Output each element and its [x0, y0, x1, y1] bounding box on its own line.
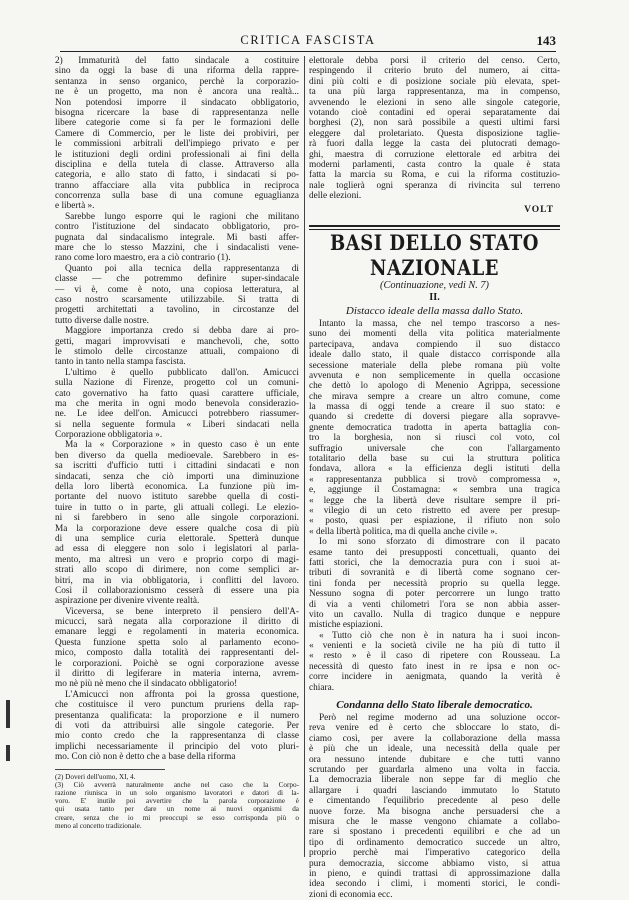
text-line: rano come loro maestro, era a ciò contrario (1). — [55, 253, 231, 264]
section-text — [309, 319, 560, 693]
text-line: classe — che potremmo definire super-sindacale — [55, 274, 299, 285]
text-line: ma che merita in ogni modo benevola considerazio- — [55, 398, 299, 409]
text-line: borghesi (2), non sarà possibile a questi ultimi farsi — [309, 118, 560, 129]
text-line: « Tutto ciò che non è in natura ha i suoi incon- — [319, 630, 560, 641]
text-line: concorrenza sulla base di una comune eguaglianza — [55, 191, 299, 202]
text-line: caso nostro scarsamente utilizzabile. Si tratta di — [55, 294, 299, 305]
text-line: L'Amicucci non affronta poi la grossa questione, — [65, 689, 299, 700]
text-line: sino da oggi la base di una riforma della rappre- — [55, 66, 299, 77]
text-line: micucci, sarà negata alla corporazione il diritto di — [55, 617, 299, 628]
text-line: che costituisce il vero punctum pruriens della rap- — [55, 700, 299, 711]
text-line: Corporazione obbligatoria ». — [55, 430, 163, 441]
text-line: votando cioè contadini ed operai separatamente dai — [309, 107, 560, 118]
article-title: BASI DELLO STATO NAZIONALE — [330, 231, 539, 281]
running-header — [60, 33, 556, 49]
text-line: suno dei momenti della vita politica materialmente — [309, 329, 560, 340]
footnote-line: (2) Doveri dell'uomo, XI, 4. — [55, 772, 136, 781]
text-line: in pieno, e quindi trattasi di approssimazione dalla — [309, 868, 560, 879]
article-ending-text — [309, 56, 560, 201]
text-line: ta una più larga rappresentanza, ma in compenso, — [309, 87, 560, 98]
text-line: categoria, e allo stato di fatto, i sindacati si po- — [55, 170, 299, 181]
title-rule-thin — [309, 229, 560, 230]
text-line: elettorale debba porsi il criterio del censo. Certo, — [309, 56, 560, 66]
footnote-rule — [55, 769, 165, 770]
text-line: le commissioni arbitrali dell'impiego privato e per — [55, 139, 299, 150]
text-line: pugnata dal sindacalismo integrale. Mi basti affer- — [55, 232, 299, 243]
text-line: si nella seguente formula « Liberi sindacati nella — [55, 419, 299, 430]
text-line: bisogna ricercare la base di rappresentanza nelle — [55, 107, 299, 118]
text-line: Non potendosi imporre il sindacato obbligatorio, — [55, 97, 299, 108]
text-line: le istituzioni degli ordini professionali ai fini della — [55, 149, 299, 160]
footnote-line: razione riunisca in un solo organismo lavoratori e datori di la- — [55, 788, 299, 797]
text-line: gnente democratica tradotta in aperta battaglia con- — [309, 422, 560, 433]
text-line: rare si spostano i precedenti equilibri e che ad un — [309, 827, 560, 838]
text-line: partecipava, andava compiendo il suo distacco — [309, 339, 560, 350]
text-line: nale toglierà ogni speranza di rivincita sul terreno — [309, 180, 560, 191]
text-line: « della libertà politica, ma di quella anche civile ». — [309, 526, 498, 537]
text-line: « vilegio di un ceto ristretto ed avere per presup- — [309, 506, 560, 516]
text-line: totalitario della base su cui la struttura politica — [309, 454, 560, 465]
text-line: tuire in tutto o in parte, gli attuali collegi. Le elezio- — [55, 502, 299, 513]
text-line: « resto » è il caso di ripetere con Rousseau. La — [309, 651, 560, 662]
text-line: sentanza in senso organico, perchè la corporazio- — [55, 76, 299, 87]
margin-mark — [6, 745, 10, 761]
text-line: mare che lo stesso Mazzini, che i sindacalisti vene- — [55, 243, 299, 254]
text-line: proprio perchè mai l'imperativo categorico della — [309, 848, 560, 859]
text-line: mo. Con ciò non è detto che a base della riforma — [55, 752, 236, 763]
text-line: suffragio universale che con l'allargamento — [309, 443, 560, 454]
text-line: dini più colti e di posizione sociale più elevata, spet- — [309, 76, 560, 87]
text-line: Così il collaborazionismo cesserà di essere una pia — [55, 585, 299, 596]
text-line: getti, magari improvvisati e manchevoli, che, sotto — [55, 336, 299, 347]
text-line: reva venire ed è certo che sbloccare lo stato, di- — [309, 723, 560, 734]
text-line: tro la borghesia, non si riuscì col voto, col — [309, 433, 560, 444]
text-line: cato governativo ha fatto quasi carattere ufficiale, — [55, 388, 299, 399]
text-line: ni si farebbero in seno alle singole corporazioni. — [55, 513, 299, 524]
text-line: pura democrazia, siccome abbiamo visto, si attua — [309, 858, 560, 869]
author-signature: VOLT — [524, 205, 554, 216]
text-line: e, aggiunge il Costamagna: « sembra una tragica — [309, 485, 560, 496]
text-line: « rappresentanza pubblica si trovò compromessa », — [309, 474, 560, 485]
text-line: Camere di Commercio, per le liste dei probiviri, per — [55, 128, 299, 139]
text-line: — vi è, come è noto, una copiosa letteratura, al — [55, 284, 299, 295]
text-line: « venienti e la società civile ne ha più di tutto il — [309, 641, 560, 652]
text-line: Quanto poi alla tecnica della rappresentanza di — [65, 263, 299, 274]
text-line: tributi di sovranità e di libertà come sognano cer- — [309, 568, 560, 579]
text-line: misura che le masse vengono chiamate a collabo- — [309, 816, 560, 827]
text-line: sindacati, senza che ciò importi una diminuzione — [55, 471, 299, 482]
text-line: delle elezioni. — [309, 191, 362, 202]
text-line: Ma la corporazione deve essere qualche cosa di più — [55, 523, 299, 534]
text-line: idea secondo i climi, i momenti storici, le condi- — [309, 879, 560, 890]
text-line: tutto diverse dalle nostre. — [55, 315, 149, 326]
text-line: avvenuta e non semplicemente in quella occasione — [309, 370, 560, 381]
text-line: ad essa di eleggere non solo i legislatori al parla- — [55, 544, 299, 555]
section-number: II. — [429, 291, 440, 303]
text-line: rà fuori dalla legge la casta dei plutocrati demago- — [309, 139, 560, 150]
text-line: tini fonda per necessità proprio su quella legge. — [309, 578, 560, 589]
text-line: esame tanto dei presupposti concettuali, quanto dei — [309, 547, 560, 558]
footnote-line: qui usata tanto per dare un nome ai nuovi organismi da — [55, 805, 299, 814]
text-line: ciamo così, per avere la collaborazione della massa — [309, 733, 560, 744]
footnote-line: (3) Ciò avverrà naturalmente anche nel caso che la Corpo- — [55, 780, 299, 789]
text-line: mio conto credo che la rappresentanza di classe — [55, 731, 299, 742]
header-rule — [60, 51, 556, 52]
text-line: vito un cavallo. Nulla di tragico dunque e neppure — [309, 609, 560, 620]
margin-mark — [6, 700, 10, 728]
text-line: è più che un ideale, una necessità della quale per — [309, 744, 560, 755]
text-line: implichi necessariamente il principio del voto pluri- — [55, 741, 299, 752]
text-line: « posto, quasi per espiazione, il rifiuto non solo — [309, 516, 560, 527]
text-line: sulla Nazione di Firenze, progetto col un comuni- — [55, 378, 299, 389]
text-line: mo nè più nè meno che il sindacato obbligatorio! — [55, 679, 238, 690]
text-line: zioni di economia ecc. — [309, 889, 393, 900]
text-line: ne è un progetto, ma non è ancora una realtà... — [55, 87, 299, 98]
text-line: le stimolo delle circostanze attuali, compaiono di — [55, 346, 299, 357]
text-line: fatta la marcia su Roma, e cui la riforma costituzio- — [309, 170, 560, 181]
text-line: quando si credette di doversi piegare alla sopravve- — [309, 412, 560, 423]
text-line: tanto in tanto nella stampa fascista. — [55, 357, 186, 368]
text-line: Io mi sono sforzato di dimostrare con il pacato — [319, 537, 560, 548]
text-line: sa iscritti d'ufficio tutti i cittadini sindacati e non — [55, 461, 299, 472]
text-line: contro l'istituzione del sindacato obbligatorio, pro- — [55, 222, 299, 233]
page-number: 143 — [536, 33, 556, 48]
right-column — [309, 56, 560, 900]
text-line: ghi, maestra di corruzione elettorale ed arbitra dei — [309, 149, 560, 160]
article-subtitle: (Continuazione, vedi N. 7) — [380, 279, 489, 291]
text-line: Questa funzione spetta solo al parlamento econo- — [55, 637, 299, 648]
text-line: aspirazione per divenire vivente realtà. — [55, 596, 200, 607]
text-line: L'ultimo è quello pubblicato dall'on. Amicucci — [65, 367, 299, 378]
text-line: portante del nuovo istituto sarebbe quella di costi- — [55, 492, 299, 503]
footnote-line: creare, senza che io mi preoccupi se esso corrisponda più o — [55, 813, 299, 822]
journal-title: CRITICA FASCISTA — [240, 33, 376, 47]
text-line: corre incidere in aenigmata, quando la verità è — [309, 672, 560, 683]
text-line: bitri, ma in via obbligatoria, i conflitti del lavoro. — [55, 575, 299, 586]
text-line: che mirava sempre a creare un altro comune, come — [309, 391, 560, 402]
text-line: Intanto la massa, che nel tempo trascorso a nes- — [319, 318, 560, 329]
text-line: moderni parlamenti, casta contro la quale è stata — [309, 159, 560, 170]
text-line: Viceversa, se bene interpreto il pensiero dell'A- — [65, 606, 299, 617]
text-line: allargare i quadri lasciando immutato lo Statuto — [309, 785, 560, 796]
text-line: fatti storici, che la democrazia pura con i suoi at- — [309, 557, 560, 568]
section-text — [309, 713, 560, 900]
text-line: ben diverso da quella medioevale. Sarebbero in es- — [55, 450, 299, 461]
text-line: mistiche espiazioni. — [309, 620, 383, 631]
text-line: scrutando per guardarla almeno una volta in faccia. — [309, 764, 560, 775]
text-line: Ma la « Corporazione » in questo caso è un ente — [65, 440, 299, 451]
text-line: nuove forze. Ma bisogna anche persuadersi che a — [309, 806, 560, 817]
footnote-line: meno al concetto tradizionale. — [55, 821, 142, 830]
text-line: il diritto di legiferare in materia interna, avrem- — [55, 669, 299, 680]
text-line: respingendo il criterio bruto del numero, ai citta- — [309, 66, 560, 77]
text-line: progetti architettati a tavolino, in circostanze del — [55, 305, 299, 316]
text-line: secessione materiale della plebe romana più volte — [309, 360, 560, 371]
text-line: le corporazioni. Poichè se ogni corporazione avesse — [55, 658, 299, 669]
text-line: necessità di questo fato inest in re ipsa e non oc- — [309, 661, 560, 672]
column-divider — [304, 56, 305, 857]
text-line: emanare leggi e regolamenti in materia economica. — [55, 627, 299, 638]
footnote-line: voro. E' inutile poi avvertire che la parola corporazione è — [55, 797, 299, 806]
text-line: « legge che la libertà deve risultare sempre il pri- — [309, 495, 560, 506]
text-line: Maggiore importanza credo si debba dare ai pro- — [65, 326, 299, 337]
text-line: di una semplice curia elettorale. Spetterà dunque — [55, 533, 299, 544]
text-line: disciplina e della tutela di classe. Attraverso alla — [55, 159, 299, 170]
text-line: ora nessuno intende dubitare e che tutti vanno — [309, 754, 560, 765]
text-line: La democrazia liberale non seppe far di meglio che — [309, 775, 560, 786]
text-line: avvenendo le elezioni in seno alle singole categorie, — [309, 97, 560, 108]
text-line: libere categorie come si fa per le formazioni delle — [55, 118, 299, 129]
text-line: di voti da attribuirsi alle singole categorie. Per — [55, 721, 299, 731]
text-line: Sarebbe lungo esporre qui le ragioni che militano — [65, 211, 299, 222]
text-line: ne. Le idee dell'on. Amicucci potrebbero riassumer- — [55, 409, 299, 420]
left-column-text — [55, 56, 299, 763]
text-line: mico, composto dalla totalità dei rappresentanti del- — [55, 648, 299, 659]
text-line: 2) Immaturità del fatto sindacale a costituire — [55, 56, 299, 66]
left-column — [55, 56, 299, 856]
text-line: e libertà ». — [55, 201, 95, 212]
text-line: strati allo scopo di dirimere, non come semplici ar- — [55, 565, 299, 576]
text-line: e cimentando l'equilibrio precedente al peso delle — [309, 796, 560, 807]
footnotes — [55, 773, 299, 830]
text-line: tipo di ordinamento democratico succede un altro, — [309, 837, 560, 848]
text-line: eleggere dal proletariato. Questa disposizione taglie- — [309, 128, 560, 139]
text-line: fondava, allora « la efficienza degli istituti della — [309, 464, 560, 475]
text-line: della loro libertà economica. La funzione più im- — [55, 482, 299, 493]
text-line: Però nel regime moderno ad una soluzione occor- — [319, 713, 560, 724]
text-line: di via a venti chilometri l'ora se non abbia asser- — [309, 599, 560, 610]
text-line: presentanza qualificata: la proporzione e il numero — [55, 710, 299, 721]
text-line: ideale dallo stato, il quale distacco corrisponde alla — [309, 350, 560, 361]
text-line: chiara. — [309, 682, 335, 693]
section-heading: Condanna dello Stato liberale democratico. — [336, 699, 533, 712]
text-line: Nessuno sogna di poter percorrere un lungo tratto — [309, 589, 560, 600]
text-line: mento, ma altresì un vero e proprio corpo di magi- — [55, 554, 299, 565]
text-line: che dettò lo apologo di Menenio Agrippa, secessione — [309, 381, 560, 392]
title-rule-thick — [309, 225, 560, 227]
text-line: la massa di oggi tende a creare il suo stato: e — [309, 402, 560, 413]
section-heading: Distacco ideale della massa dallo Stato. — [345, 304, 524, 317]
text-line: tranno affacciare alla vita pubblica in reciproca — [55, 180, 299, 191]
